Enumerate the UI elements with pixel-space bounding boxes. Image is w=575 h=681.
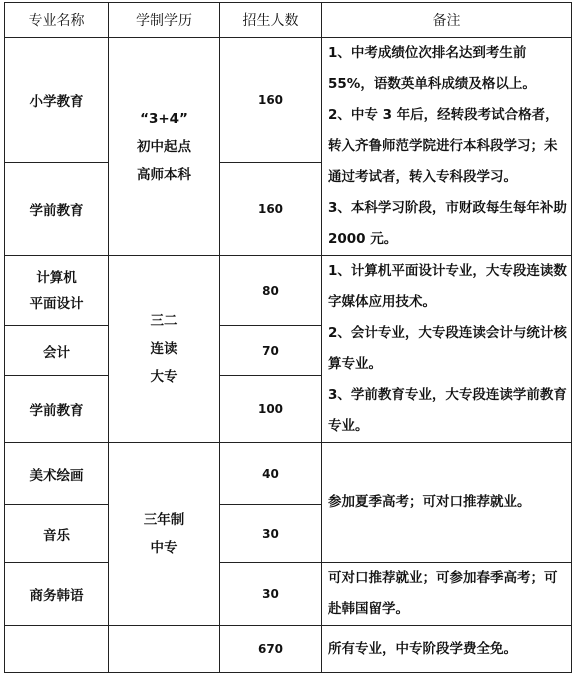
note-line: 1、中考成绩位次排名达到考生前55%，语数英单科成绩及格以上。 — [328, 45, 536, 92]
count-cell: 40 — [220, 443, 322, 505]
note-cell-group2 — [322, 256, 572, 443]
header-row — [5, 3, 572, 38]
system-line: 大专 — [150, 369, 178, 385]
system-cell-3year — [109, 443, 220, 626]
header-system: 学制学历 — [109, 3, 220, 38]
system-line: 中专 — [150, 540, 178, 556]
major-cell: 学前教育 — [5, 376, 109, 443]
system-cell-32 — [109, 256, 220, 443]
system-line: 高师本科 — [137, 166, 191, 183]
count-cell: 30 — [220, 505, 322, 563]
header-major: 专业名称 — [5, 3, 109, 38]
system-cell-3plus4 — [109, 38, 220, 256]
system-line: 三二 — [150, 313, 178, 329]
total-count-cell: 670 — [220, 626, 322, 673]
note-line: 3、学前教育专业，大专段连读学前教育专业。 — [328, 387, 567, 434]
table-row — [5, 38, 572, 163]
system-line: “3+4” — [140, 110, 188, 127]
count-cell: 80 — [220, 256, 322, 326]
note-cell-group1 — [322, 38, 572, 256]
major-cell — [5, 256, 109, 326]
note-cell-group3: 参加夏季高考；可对口推荐就业。 — [322, 443, 572, 563]
count-cell: 100 — [220, 376, 322, 443]
major-cell: 商务韩语 — [5, 563, 109, 626]
system-line: 连读 — [150, 341, 178, 357]
major-cell: 小学教育 — [5, 38, 109, 163]
note-line: 2、中专 3 年后，经转段考试合格者，转入齐鲁师范学院进行本科段学习；未通过考试者，转入专科段学习。 — [328, 107, 559, 185]
major-line: 平面设计 — [29, 295, 84, 312]
total-row — [5, 626, 572, 673]
major-cell: 美术绘画 — [5, 443, 109, 505]
table-row — [5, 256, 572, 326]
system-line: 三年制 — [143, 512, 185, 528]
total-major-cell — [5, 626, 109, 673]
table-row — [5, 563, 572, 626]
system-line: 初中起点 — [137, 138, 191, 155]
header-enroll: 招生人数 — [220, 3, 322, 38]
note-line: 1、计算机平面设计专业，大专段连读数字媒体应用技术。 — [328, 263, 567, 310]
major-line: 计算机 — [36, 269, 77, 286]
total-note-cell: 所有专业，中专阶段学费全免。 — [322, 626, 572, 673]
count-cell: 70 — [220, 326, 322, 376]
table-row — [5, 443, 572, 505]
note-cell-korean: 可对口推荐就业；可参加春季高考；可赴韩国留学。 — [322, 563, 572, 626]
count-cell: 160 — [220, 38, 322, 163]
count-cell: 160 — [220, 163, 322, 256]
count-cell: 30 — [220, 563, 322, 626]
major-cell: 会计 — [5, 326, 109, 376]
note-line: 3、本科学习阶段，市财政每生每年补助 2000 元。 — [328, 200, 567, 247]
major-cell: 学前教育 — [5, 163, 109, 256]
enrollment-table — [4, 2, 572, 673]
note-line: 2、会计专业，大专段连读会计与统计核算专业。 — [328, 325, 567, 372]
header-note: 备注 — [322, 3, 572, 38]
total-system-cell — [109, 626, 220, 673]
major-cell: 音乐 — [5, 505, 109, 563]
